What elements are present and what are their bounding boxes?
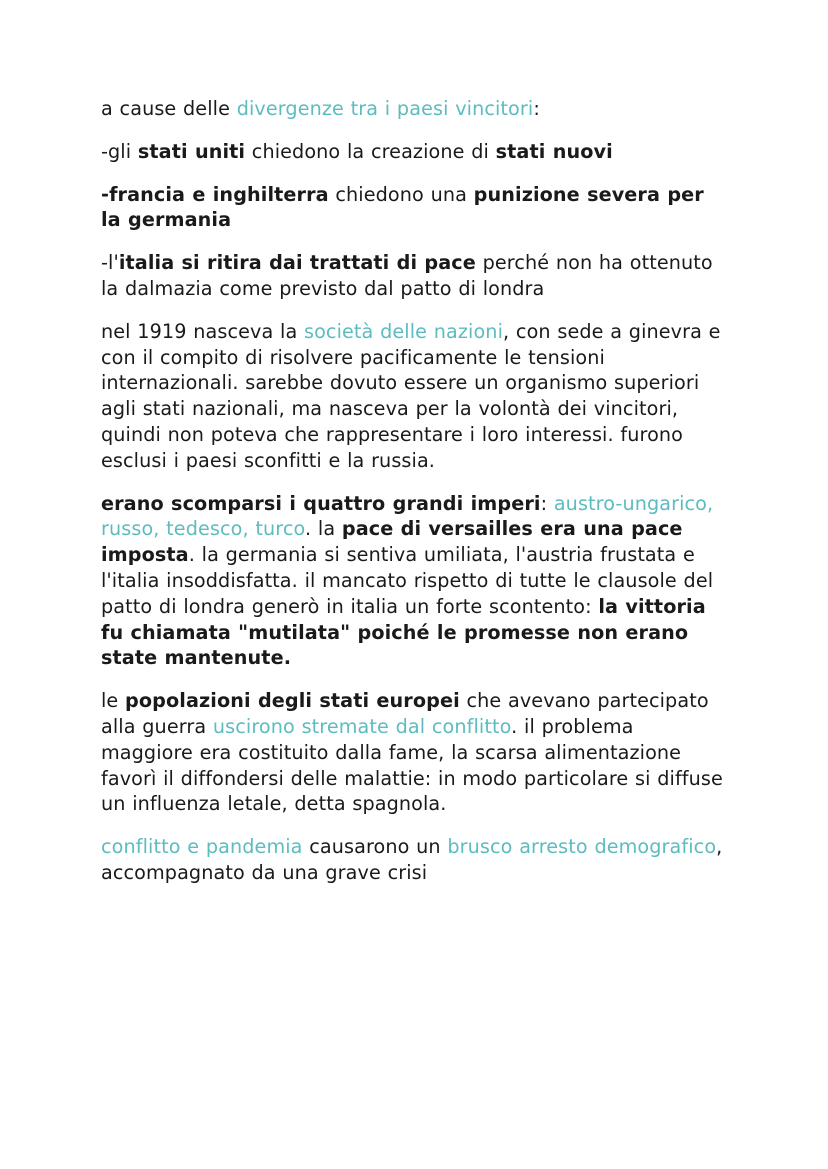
highlight-text: uscirono stremate dal conflitto <box>212 714 512 738</box>
body-text: le <box>101 689 126 713</box>
bold-text: la vittoria fu chiamata "mutilata" poiché le promesse non erano state mantenute. <box>101 594 706 670</box>
paragraph-popolazioni <box>101 688 728 817</box>
highlight-text: conflitto e pandemia <box>101 835 303 859</box>
paragraph-italia <box>101 250 728 302</box>
body-text: . la <box>304 517 342 541</box>
body-text: chiedono una <box>328 182 474 206</box>
bold-text: stati uniti <box>137 139 246 163</box>
body-text: . il problema maggiore era costituito dalla fame, la scarsa alimentazione favorì il diffondersi delle malattie: in modo particolare si diffuse un influenza letale, detta spagnola. <box>101 714 723 816</box>
body-text: -l' <box>101 251 119 275</box>
body-text: , accompagnato da una grave crisi <box>101 835 723 884</box>
bold-text: erano scomparsi i quattro grandi imperi <box>101 491 541 515</box>
body-text: causarono un <box>302 835 448 859</box>
paragraph-pandemia <box>101 834 728 886</box>
paragraph-societa-nazioni <box>101 319 728 474</box>
body-text: che avevano partecipato alla guerra <box>101 689 709 738</box>
body-text: , con sede a ginevra e con il compito di risolvere pacificamente le tensioni internazionali. sarebbe dovuto essere un organismo superiori agli stati nazionali, ma nasceva per la volontà dei vincitori, quindi non poteva che rappresentare i loro interessi. furono esclusi i paesi sconfitti e la russia. <box>101 319 721 472</box>
body-text: : <box>540 491 554 515</box>
body-text: nel 1919 nasceva la <box>101 319 304 343</box>
highlight-text: brusco arresto demografico <box>447 835 717 859</box>
bold-text: popolazioni degli stati europei <box>125 689 460 713</box>
paragraph-imperi <box>101 491 728 672</box>
body-text: : <box>533 97 540 120</box>
body-text: a cause delle <box>101 97 237 120</box>
highlight-text: austro-ungarico, russo, tedesco, turco <box>101 491 714 541</box>
body-text: . la germania si sentiva umiliata, l'austria frustata e l'italia insoddisfatta. il mancato rispetto di tutte le clausole del patto di londra generò in italia un forte scontento: <box>101 543 714 618</box>
bold-text: punizione severa per la germania <box>101 182 704 232</box>
body-text: -gli <box>101 139 138 163</box>
highlight-text: divergenze tra i paesi vincitori <box>236 97 534 120</box>
bold-text: pace di versailles era una pace imposta <box>101 517 683 567</box>
highlight-text: società delle nazioni <box>304 319 504 343</box>
body-text: chiedono la creazione di <box>245 139 496 163</box>
paragraph-francia-inghilterra <box>101 182 728 234</box>
bold-text: stati nuovi <box>495 139 613 163</box>
paragraph-divergenze <box>101 96 728 122</box>
paragraph-stati-uniti <box>101 139 728 165</box>
bold-text: -francia e inghilterra <box>101 182 329 206</box>
body-text: perché non ha ottenuto la dalmazia come previsto dal patto di londra <box>101 251 713 300</box>
bold-text: italia si ritira dai trattati di pace <box>118 251 476 275</box>
